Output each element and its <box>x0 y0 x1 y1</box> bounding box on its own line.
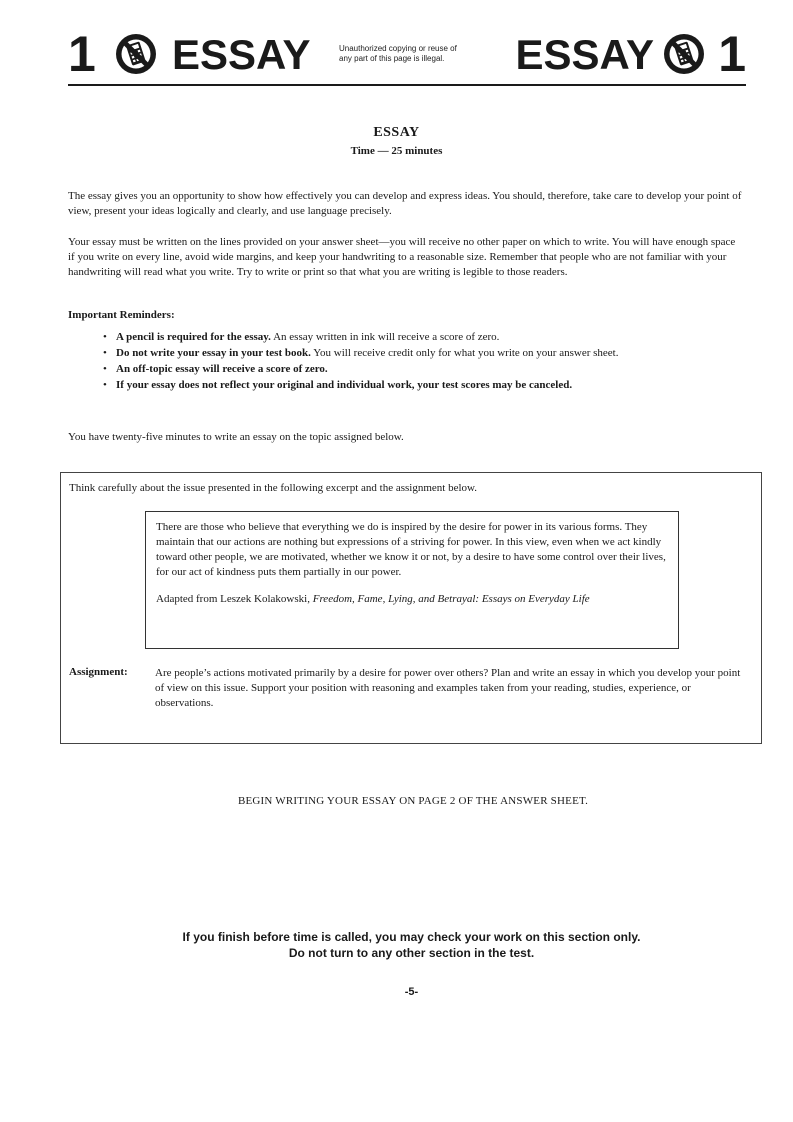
page-number: -5- <box>404 986 419 998</box>
no-calculator-icon <box>114 32 158 76</box>
finish-notice-line2: Do not turn to any other section in the test. <box>288 946 535 960</box>
assignment-text: Are people’s actions motivated primarily by a desire for power over others? Plan and write an essay in which you develop your point of view on this issue. Support your position with reasoning and examples taken from your reading, studies, experience, or observations. <box>155 667 741 709</box>
time-limit: Time — 25 minutes <box>350 145 443 157</box>
prompt-intro: Think carefully about the issue presented in the following excerpt and the assignment below. <box>69 482 478 494</box>
copyright-notice <box>339 44 489 64</box>
reminder-emphasis: If your essay does not reflect your original and individual work, your test scores may be canceled. <box>116 379 573 391</box>
reminder-emphasis: An off-topic essay will receive a score of zero. <box>116 363 328 375</box>
reminders-heading: Important Reminders: <box>68 309 175 321</box>
section-title-left: ESSAY <box>172 31 311 78</box>
essay-prompt-box <box>60 472 762 744</box>
reminders-list <box>100 330 700 394</box>
source-prefix: Adapted from Leszek Kolakowski, <box>156 593 313 605</box>
reminder-text: You will receive credit only for what you write on your answer sheet. <box>310 347 619 359</box>
finish-notice-line1: If you finish before time is called, you may check your work on this section only. <box>182 930 641 944</box>
section-title-right: ESSAY <box>515 31 654 78</box>
section-number-right: 1 <box>718 26 746 82</box>
excerpt-box <box>145 511 679 649</box>
time-instructions: You have twenty-five minutes to write an essay on the topic assigned below. <box>68 431 404 443</box>
intro-paragraph-2: Your essay must be written on the lines provided on your answer sheet—you will receive no other paper on which to write. You will have enough space if you write on every line, avoid wide margins, and keep your handwriting to a reasonable size. Remember that people who are not familiar with your handwriting will read what you write. Try to write or print so that what you are writing is legible to those readers. <box>68 236 736 278</box>
section-header <box>68 26 746 84</box>
no-calculator-icon <box>662 32 706 76</box>
reminder-emphasis: Do not write your essay in your test book. <box>116 347 311 359</box>
copyright-notice-line1: Unauthorized copying or reuse of <box>339 44 457 53</box>
page-title: ESSAY <box>373 125 420 140</box>
reminder-emphasis: A pencil is required for the essay. <box>116 331 271 343</box>
header-divider <box>68 84 746 86</box>
begin-writing-instruction: BEGIN WRITING YOUR ESSAY ON PAGE 2 OF THE ANSWER SHEET. <box>237 795 589 807</box>
list-item <box>100 378 700 392</box>
finish-notice <box>0 929 793 961</box>
reminder-text: An essay written in ink will receive a score of zero. <box>270 331 500 343</box>
copyright-notice-line2: any part of this page is illegal. <box>339 54 445 63</box>
excerpt-text: There are those who believe that everything we do is inspired by the desire for power in its various forms. They maintain that our actions are nothing but expressions of a striving for power. In this view, even when we act kindly toward other people, we are motivated, whether we know it or not, by a desire to have some control over their lives, for our act of kindness puts them partially in our power. <box>156 521 666 578</box>
list-item <box>100 362 700 376</box>
list-item <box>100 330 700 344</box>
assignment-label: Assignment: <box>69 666 128 678</box>
source-title: Freedom, Fame, Lying, and Betrayal: Essays on Everyday Life <box>312 593 590 605</box>
section-number-left: 1 <box>68 26 96 82</box>
excerpt-source <box>156 592 668 607</box>
intro-paragraph-1: The essay gives you an opportunity to show how effectively you can develop and express ideas. You should, therefore, take care to develop your point of view, present your ideas logically and clearly, and use language precisely. <box>68 190 742 217</box>
list-item <box>100 346 700 360</box>
